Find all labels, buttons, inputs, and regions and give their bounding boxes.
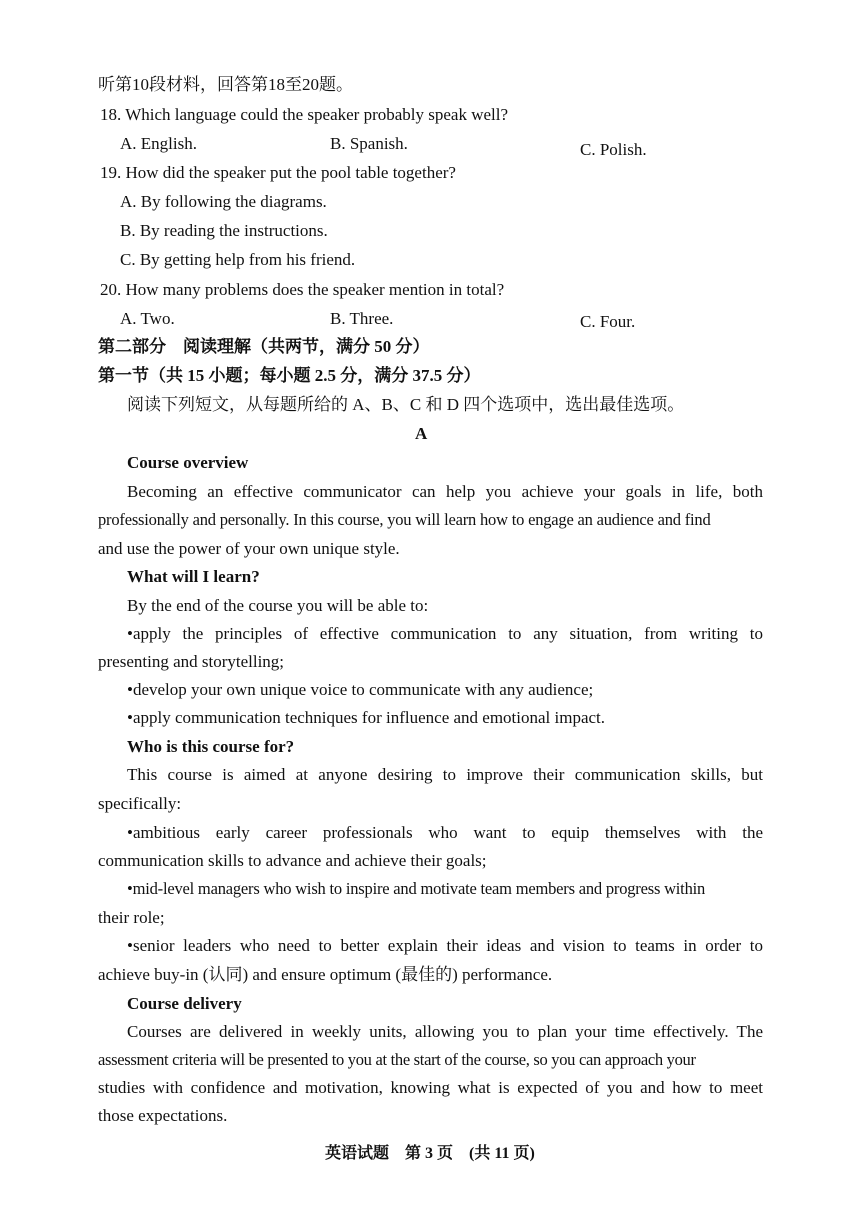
question-20-stem: 20. How many problems does the speaker mention in total? <box>100 280 505 299</box>
learn-heading: What will I learn? <box>127 567 260 586</box>
question-20-option-c: C. Four. <box>580 312 636 331</box>
section-title: 第一节（共 15 小题；每小题 2.5 分，满分 37.5 分） <box>98 366 481 385</box>
who-bullet-line: achieve buy-in (认同) and ensure optimum (最佳的) performance. <box>98 965 553 984</box>
question-19-option-c: C. By getting help from his friend. <box>120 250 356 269</box>
overview-paragraph-line: professionally and personally. In this course, you will learn how to engage an audience and find <box>98 510 711 529</box>
section-intro: 听第10段材料，回答第18至20题。 <box>98 75 353 94</box>
learn-bullet-line: presenting and storytelling; <box>98 652 285 671</box>
passage-letter: A <box>415 424 428 443</box>
learn-bullet-line: •apply the principles of effective communication to any situation, from writing to <box>127 624 763 643</box>
question-20-option-b: B. Three. <box>330 309 394 328</box>
delivery-paragraph-line: Courses are delivered in weekly units, allowing you to plan your time effectively. The <box>127 1022 763 1041</box>
learn-bullet-line: •apply communication techniques for influence and emotional impact. <box>127 708 606 727</box>
question-19-option-b: B. By reading the instructions. <box>120 221 328 240</box>
learn-intro: By the end of the course you will be able to: <box>127 596 429 615</box>
delivery-paragraph-line: those expectations. <box>98 1106 228 1125</box>
question-19-option-a: A. By following the diagrams. <box>120 192 327 211</box>
part-title: 第二部分 阅读理解（共两节，满分 50 分） <box>98 337 430 356</box>
delivery-heading: Course delivery <box>127 994 242 1013</box>
question-18-option-c: C. Polish. <box>580 140 647 159</box>
question-20-option-a: A. Two. <box>120 309 175 328</box>
who-bullet-line: communication skills to advance and achieve their goals; <box>98 851 487 870</box>
who-bullet-line: •mid-level managers who wish to inspire and motivate team members and progress within <box>127 879 706 898</box>
who-bullet-line: •ambitious early career professionals who want to equip themselves with the <box>127 823 763 842</box>
delivery-paragraph-line: studies with confidence and motivation, knowing what is expected of you and how to meet <box>98 1078 763 1097</box>
who-bullet-line: their role; <box>98 908 165 927</box>
who-bullet-line: •senior leaders who need to better explain their ideas and vision to teams in order to <box>127 936 763 955</box>
overview-paragraph-line: Becoming an effective communicator can help you achieve your goals in life, both <box>127 482 763 501</box>
question-18-option-a: A. English. <box>120 134 197 153</box>
question-18-option-b: B. Spanish. <box>330 134 408 153</box>
page-footer: 英语试题 第 3 页 (共 11 页) <box>325 1145 535 1162</box>
who-paragraph-line: specifically: <box>98 794 182 813</box>
question-18-stem: 18. Which language could the speaker probably speak well? <box>100 105 509 124</box>
who-paragraph-line: This course is aimed at anyone desiring to improve their communication skills, but <box>127 765 763 784</box>
overview-paragraph-line: and use the power of your own unique style. <box>98 539 400 558</box>
question-19-stem: 19. How did the speaker put the pool table together? <box>100 163 456 182</box>
learn-bullet-line: •develop your own unique voice to communicate with any audience; <box>127 680 594 699</box>
overview-heading: Course overview <box>127 453 249 472</box>
who-heading: Who is this course for? <box>127 737 295 756</box>
reading-instruction: 阅读下列短文，从每题所给的 A、B、C 和 D 四个选项中，选出最佳选项。 <box>127 395 685 414</box>
delivery-paragraph-line: assessment criteria will be presented to you at the start of the course, so you can approach your <box>98 1050 696 1069</box>
